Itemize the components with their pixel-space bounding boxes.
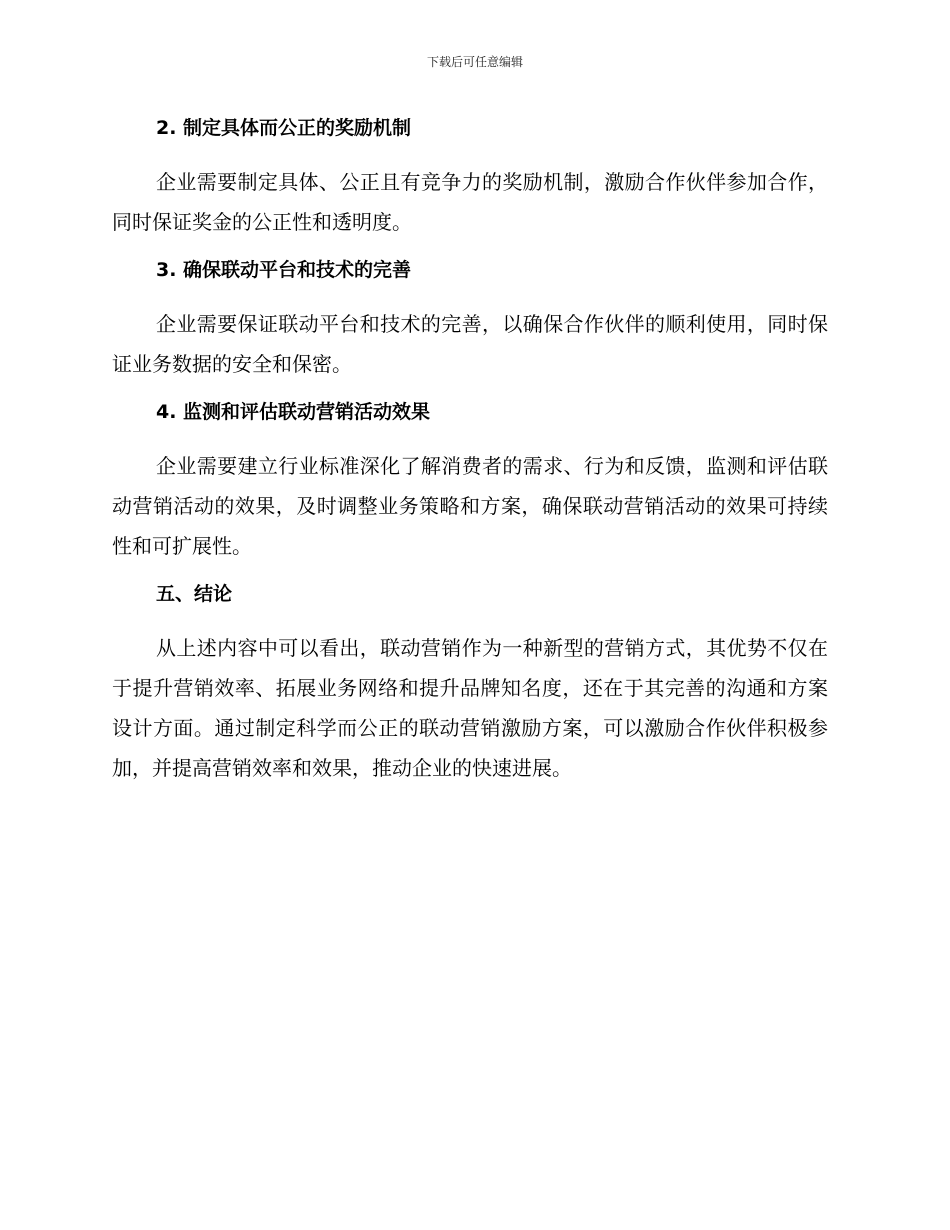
section-paragraph-platform-technology: 企业需要保证联动平台和技术的完善，以确保合作伙伴的顺利使用，同时保证业务数据的安全和保密。 (112, 312, 828, 376)
section-paragraph-monitor-evaluate: 企业需要建立行业标准深化了解消费者的需求、行为和反馈，监测和评估联动营销活动的效果，及时调整业务策略和方案，确保联动营销活动的效果可持续性和可扩展性。 (112, 454, 828, 558)
document-body (112, 112, 828, 788)
page-header-note: 下载后可任意编辑 (426, 55, 523, 69)
section-heading-reward-mechanism: 2. 制定具体而公正的奖励机制 (156, 117, 412, 139)
section-paragraph-conclusion: 从上述内容中可以看出，联动营销作为一种新型的营销方式，其优势不仅在于提升营销效率、拓展业务网络和提升品牌知名度，还在于其完善的沟通和方案设计方面。通过制定科学而公正的联动营销激励方案，可以激励合作伙伴积极参加，并提高营销效率和效果，推动企业的快速进展。 (112, 636, 828, 780)
section-paragraph-reward-mechanism: 企业需要制定具体、公正且有竞争力的奖励机制，激励合作伙伴参加合作，同时保证奖金的公正性和透明度。 (112, 170, 828, 234)
section-heading-conclusion: 五、结论 (156, 583, 233, 605)
section-heading-monitor-evaluate: 4. 监测和评估联动营销活动效果 (156, 401, 431, 423)
section-heading-platform-technology: 3. 确保联动平台和技术的完善 (156, 259, 412, 281)
